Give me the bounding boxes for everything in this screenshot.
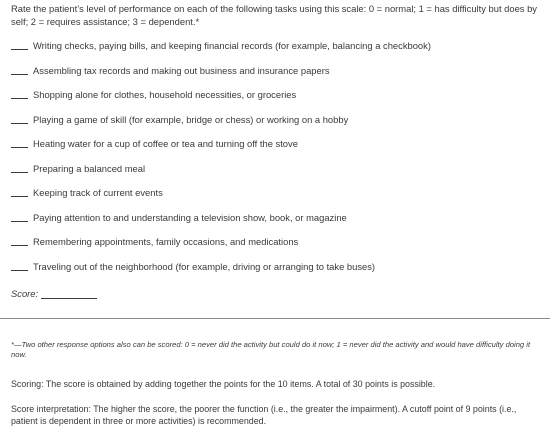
task-item xyxy=(11,40,545,65)
score-blank[interactable] xyxy=(41,288,97,299)
task-label: Heating water for a cup of coffee or tea and turning off the stove xyxy=(33,138,298,149)
task-item xyxy=(11,163,545,188)
task-item xyxy=(11,114,545,139)
answer-blank[interactable] xyxy=(11,138,28,148)
task-item xyxy=(11,65,545,90)
answer-blank[interactable] xyxy=(11,236,28,246)
instructions-text: Rate the patient’s level of performance on each of the following tasks using this scale: 0 = normal; 1 = has difficulty but does by self; 2 = requires assistance; 3 = dependent.* xyxy=(11,3,537,27)
task-label: Paying attention to and understanding a television show, book, or magazine xyxy=(33,211,347,223)
task-label: Shopping alone for clothes, household necessities, or groceries xyxy=(33,89,297,100)
section-divider xyxy=(0,318,550,319)
footnote-text: *—Two other response options also can be scored: 0 = never did the activity but could do it now; 1 = never did the activity and would have difficulty doing it now. xyxy=(11,340,531,359)
task-item xyxy=(11,261,545,286)
task-label: Writing checks, paying bills, and keeping financial records (for example, balancing a checkbook) xyxy=(33,40,431,51)
interpretation-text: Score interpretation: The higher the score, the poorer the function (i.e., the greater the impairment). A cutoff point of 9 points (i.e., patient is dependent in three or more activities) is recommended. xyxy=(11,404,517,426)
answer-blank[interactable] xyxy=(11,261,28,271)
task-label: Playing a game of skill (for example, bridge or chess) or working on a hobby xyxy=(33,113,349,125)
answer-blank[interactable] xyxy=(11,187,28,197)
score-label: Score: xyxy=(11,288,39,299)
task-item xyxy=(11,138,545,163)
answer-blank[interactable] xyxy=(11,114,28,124)
task-item xyxy=(11,212,545,237)
answer-blank[interactable] xyxy=(11,163,28,173)
task-label: Assembling tax records and making out business and insurance papers xyxy=(33,64,330,76)
score-row xyxy=(11,288,97,299)
answer-blank[interactable] xyxy=(11,212,28,222)
task-label: Preparing a balanced meal xyxy=(33,162,146,174)
answer-blank[interactable] xyxy=(11,89,28,99)
task-list xyxy=(11,40,545,285)
scoring-text: Scoring: The score is obtained by adding together the points for the 10 items. A total of 30 points is possible. xyxy=(11,379,436,389)
answer-blank[interactable] xyxy=(11,65,28,75)
task-label: Remembering appointments, family occasions, and medications xyxy=(33,236,299,247)
task-item xyxy=(11,187,545,212)
task-label: Keeping track of current events xyxy=(33,187,163,198)
task-item xyxy=(11,89,545,114)
task-label: Traveling out of the neighborhood (for example, driving or arranging to take buses) xyxy=(33,260,376,272)
answer-blank[interactable] xyxy=(11,40,28,50)
task-item xyxy=(11,236,545,261)
